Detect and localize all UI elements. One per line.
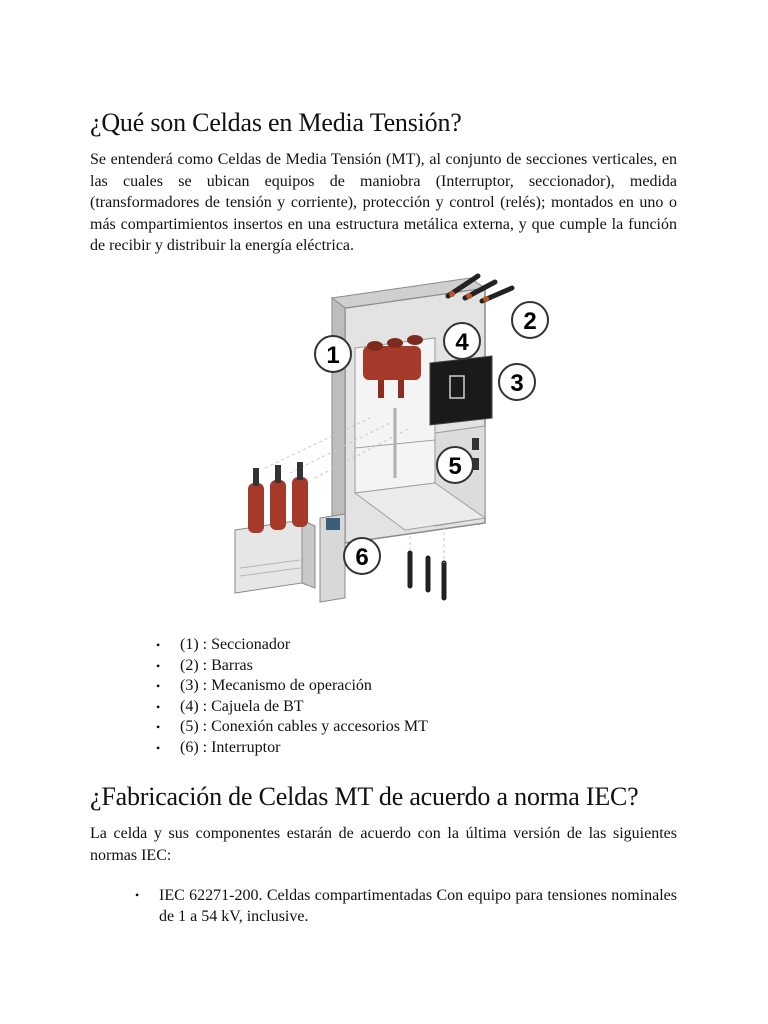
bullet-icon: • (135, 888, 140, 902)
callout-4-label: 4 (455, 329, 469, 356)
callout-6 (344, 538, 380, 574)
switchgear-diagram-svg (220, 268, 550, 614)
door-indicator (472, 438, 479, 450)
section-title-fabricacion-iec: ¿Fabricación de Celdas MT de acuerdo a norma IEC? (90, 782, 639, 811)
list-item (135, 885, 677, 927)
bullet-icon: • (156, 638, 161, 652)
operating-mechanism-panel (430, 356, 492, 425)
list-item (156, 717, 428, 738)
callout-5-label: 5 (448, 453, 462, 480)
list-item (156, 635, 428, 656)
list-item-text: (6) : Interruptor (180, 738, 281, 756)
bullet-icon: • (156, 699, 161, 714)
list-item-text: IEC 62271-200. Celdas compartimentadas Con equipo para tensiones nominales de 1 a 54 kV, inclusive. (159, 887, 677, 925)
component-list (156, 635, 428, 759)
list-item-text: (5) : Conexión cables y accesorios MT (180, 718, 428, 736)
bullet-icon: • (156, 740, 161, 755)
list-item-text: (3) : Mecanismo de operación (180, 677, 372, 695)
intro-paragraph: Se entenderá como Celdas de Media Tensión (MT), al conjunto de secciones verticales, en las cuales se ubican equipos de maniobra (Interruptor, seccionador), medida (transformadores de tensión y corriente), protección y control (relés); montados en uno o más compartimientos insertos en una estructura metálica externa, y que cumple la función de recibir y distribuir la energía eléctrica. (90, 151, 677, 254)
callout-2 (512, 302, 548, 338)
callout-5 (437, 447, 473, 483)
callout-1 (315, 336, 351, 372)
switchgear-illustration (220, 268, 550, 614)
list-item-text: (4) : Cajuela de BT (180, 697, 304, 715)
callout-3 (499, 364, 535, 400)
list-item (156, 697, 428, 718)
bullet-icon: • (156, 658, 161, 673)
callout-1-label: 1 (326, 342, 340, 369)
mt-cables-bottom (410, 553, 444, 598)
list-item-text: (1) : Seccionador (180, 636, 291, 653)
bullet-icon: • (156, 679, 161, 694)
list-item (156, 738, 428, 759)
callout-2-label: 2 (523, 308, 537, 335)
list-item (156, 656, 428, 677)
bullet-icon: • (156, 720, 161, 735)
list-item-text: (2) : Barras (180, 656, 253, 674)
list-item (156, 676, 428, 697)
callout-4 (444, 323, 480, 359)
iec-intro-paragraph: La celda y sus componentes estarán de acuerdo con la última versión de las siguientes normas IEC: (90, 825, 677, 864)
callout-6-label: 6 (355, 544, 369, 571)
callout-3-label: 3 (510, 370, 524, 397)
cabinet-side (332, 298, 345, 543)
iec-standards-list (135, 885, 677, 927)
breaker-control-unit (320, 514, 345, 602)
circuit-breaker (235, 462, 315, 593)
section-title-celdas-mt: ¿Qué son Celdas en Media Tensión? (90, 108, 462, 137)
